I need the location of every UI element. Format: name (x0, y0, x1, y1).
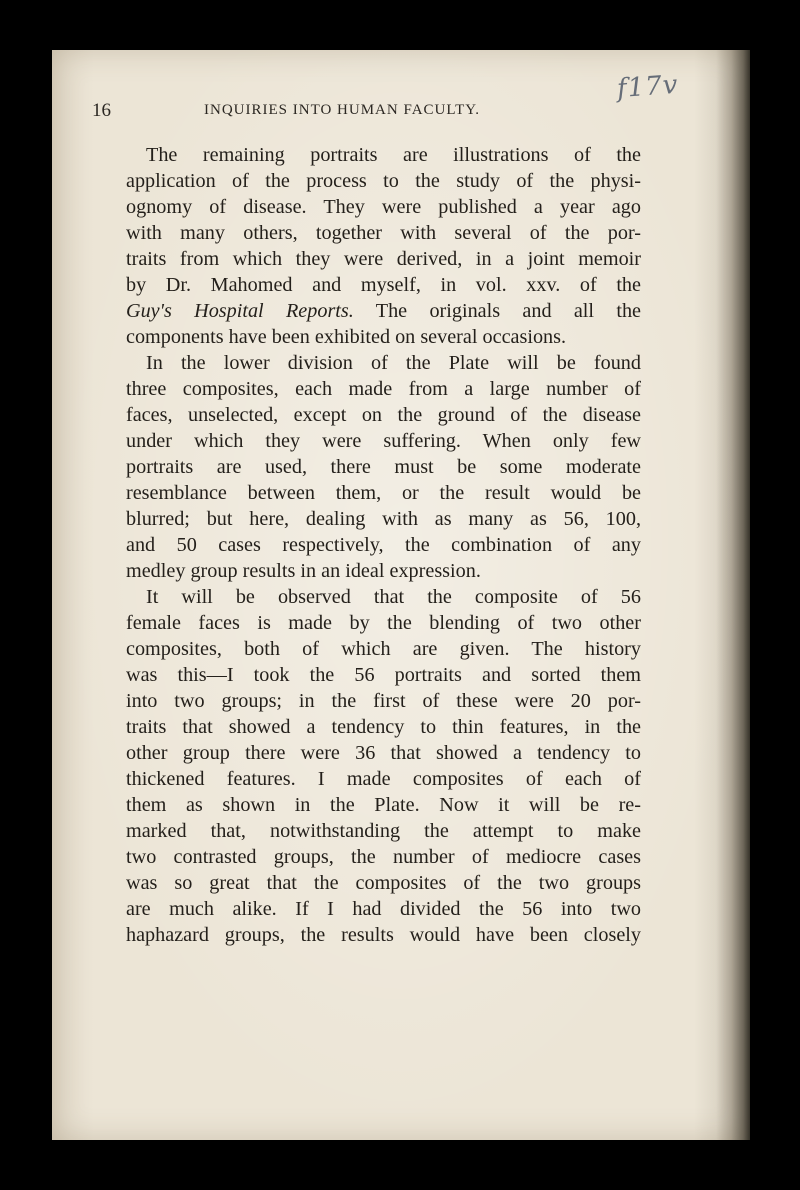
text-line: It will be observed that the composite of 56 (146, 586, 641, 608)
running-head: INQUIRIES INTO HUMAN FACULTY. (204, 102, 480, 118)
text-line: three composites, each made from a large number of (126, 378, 641, 400)
text-line: traits from which they were derived, in a joint memoir (126, 248, 641, 270)
page-gutter-shadow (716, 50, 750, 1140)
text-line: was this—I took the 56 portraits and sorted them (126, 664, 641, 686)
text-line: portraits are used, there must be some moderate (126, 456, 641, 478)
text-line: into two groups; in the first of these were 20 por- (126, 690, 641, 712)
text-line: traits that showed a tendency to thin features, in the (126, 716, 641, 738)
text-line-with-italic (126, 298, 641, 324)
text-line: blurred; but here, dealing with as many as 56, 100, (126, 508, 641, 530)
text-line: female faces is made by the blending of two other (126, 612, 641, 634)
text-line: with many others, together with several of the por- (126, 222, 641, 244)
handwritten-folio-note: f17v (616, 69, 680, 105)
text-line-rest: The originals and all the (353, 300, 641, 322)
text-line: The remaining portraits are illustrations of the (146, 144, 641, 166)
text-line: by Dr. Mahomed and myself, in vol. xxv. of the (126, 274, 641, 296)
text-line: two contrasted groups, the number of mediocre cases (126, 846, 641, 868)
text-line: application of the process to the study of the physi- (126, 170, 641, 192)
text-line: faces, unselected, except on the ground of the disease (126, 404, 641, 426)
body-text (126, 142, 641, 948)
text-line: them as shown in the Plate. Now it will be re- (126, 794, 641, 816)
text-line: ognomy of disease. They were published a year ago (126, 196, 641, 218)
journal-title-italic: Guy's Hospital Reports. (126, 300, 354, 322)
text-line: are much alike. If I had divided the 56 into two (126, 898, 641, 920)
text-line: and 50 cases respectively, the combination of any (126, 534, 641, 556)
text-line: medley group results in an ideal expression. (126, 560, 481, 582)
text-line: In the lower division of the Plate will be found (146, 352, 641, 374)
text-line: thickened features. I made composites of each of (126, 768, 641, 790)
text-line: resemblance between them, or the result would be (126, 482, 641, 504)
text-line: marked that, notwithstanding the attempt to make (126, 820, 641, 842)
text-line: other group there were 36 that showed a tendency to (126, 742, 641, 764)
text-line: was so great that the composites of the two groups (126, 872, 641, 894)
text-line: under which they were suffering. When only few (126, 430, 641, 452)
text-line: haphazard groups, the results would have been closely (126, 924, 641, 946)
page-number: 16 (92, 100, 111, 121)
text-line: components have been exhibited on several occasions. (126, 326, 567, 348)
text-line: composites, both of which are given. The history (126, 638, 641, 660)
